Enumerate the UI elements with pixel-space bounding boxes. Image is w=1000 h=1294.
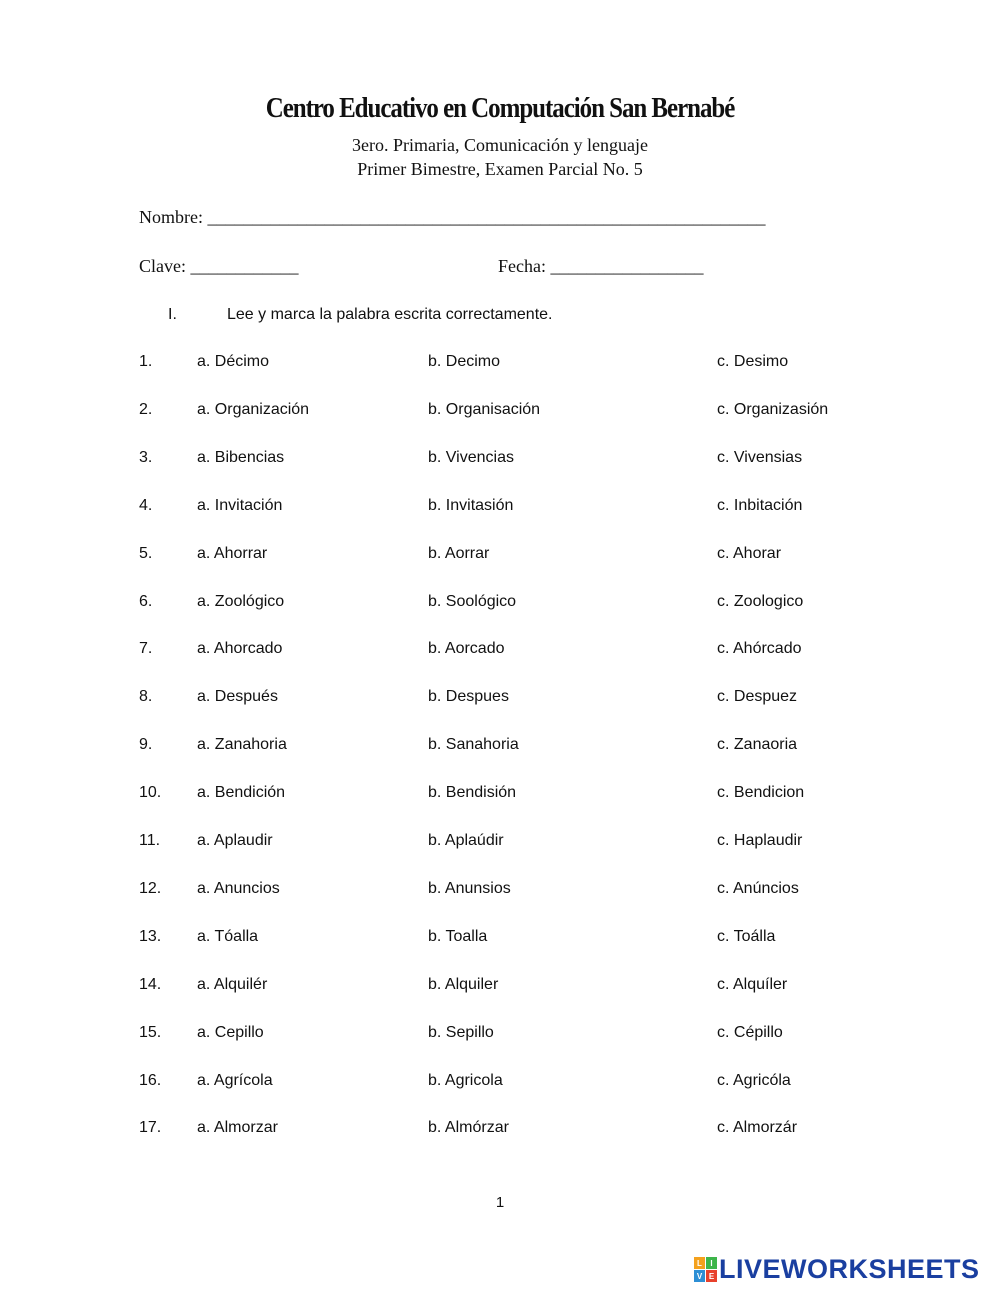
option-c[interactable]: c. Haplaudir	[717, 832, 803, 849]
option-a[interactable]: a. Agrícola	[197, 1071, 273, 1089]
option-a[interactable]: a. Anuncios	[197, 879, 280, 897]
option-c[interactable]: c. Desimo	[717, 353, 789, 370]
section-instruction-text: Lee y marca la palabra escrita correctamente.	[227, 306, 553, 323]
question-number: 11.	[139, 832, 161, 849]
question-number: 4.	[139, 496, 153, 514]
question-number: 3.	[139, 448, 153, 466]
option-a[interactable]: a. Zanahoria	[197, 736, 287, 754]
option-a[interactable]: a. Invitación	[197, 496, 283, 514]
option-b[interactable]: b. Anunsios	[428, 879, 511, 897]
option-b[interactable]: b. Alquiler	[428, 975, 499, 993]
question-row	[0, 401, 1000, 425]
question-number: 14.	[139, 975, 162, 993]
question-row	[0, 1024, 1000, 1048]
logo-icon-tile: E	[706, 1270, 717, 1282]
option-b[interactable]: b. Decimo	[428, 353, 501, 370]
section-number: I.	[168, 306, 177, 323]
option-a[interactable]: a. Cepillo	[197, 1023, 264, 1041]
option-c[interactable]: c. Vivensias	[717, 448, 803, 466]
option-b[interactable]: b. Bendisión	[428, 784, 517, 802]
option-c[interactable]: c. Agricóla	[717, 1071, 791, 1089]
logo-icon-tile: I	[706, 1257, 717, 1269]
question-row	[0, 1072, 1000, 1096]
question-number: 1.	[139, 353, 153, 370]
option-a[interactable]: a. Tóalla	[197, 927, 259, 945]
option-b[interactable]: b. Aplaúdir	[428, 832, 504, 849]
option-a[interactable]: a. Zoológico	[197, 592, 285, 610]
question-number: 9.	[139, 736, 153, 754]
option-c[interactable]: c. Almorzár	[717, 1119, 798, 1137]
clave-field[interactable]: Clave: ____________	[139, 256, 299, 276]
option-b[interactable]: b. Despues	[428, 688, 509, 706]
question-row	[0, 736, 1000, 760]
logo-icon-tile: V	[694, 1270, 705, 1282]
question-row	[0, 449, 1000, 473]
option-a[interactable]: a. Después	[197, 688, 278, 706]
option-b[interactable]: b. Vivencias	[428, 448, 514, 466]
document-subtitle-exam: Primer Bimestre, Examen Parcial No. 5	[357, 159, 643, 179]
question-number: 2.	[139, 400, 153, 418]
question-number: 5.	[139, 544, 153, 562]
option-a[interactable]: a. Aplaudir	[197, 832, 273, 849]
fecha-field[interactable]: Fecha: _________________	[498, 256, 704, 276]
option-b[interactable]: b. Sepillo	[428, 1023, 494, 1041]
option-a[interactable]: a. Décimo	[197, 353, 270, 370]
question-row	[0, 928, 1000, 952]
question-number: 8.	[139, 688, 153, 706]
option-b[interactable]: b. Invitasión	[428, 496, 514, 514]
option-a[interactable]: a. Bendición	[197, 784, 286, 802]
option-b[interactable]: b. Agricola	[428, 1071, 503, 1089]
question-row	[0, 784, 1000, 808]
option-c[interactable]: c. Toálla	[717, 927, 776, 945]
option-a[interactable]: a. Bibencias	[197, 448, 285, 466]
question-row	[0, 497, 1000, 521]
question-row	[0, 976, 1000, 1000]
question-row	[0, 688, 1000, 712]
option-c[interactable]: c. Bendicion	[717, 784, 805, 802]
option-a[interactable]: a. Almorzar	[197, 1119, 278, 1137]
nombre-field[interactable]: Nombre: ______________________________________________________________	[139, 207, 766, 227]
option-c[interactable]: c. Ahórcado	[717, 640, 802, 658]
question-number: 16.	[139, 1071, 162, 1089]
option-b[interactable]: b. Sanahoria	[428, 736, 519, 754]
option-b[interactable]: b. Aorcado	[428, 640, 505, 658]
option-a[interactable]: a. Organización	[197, 400, 310, 418]
logo-icon-tile: L	[694, 1257, 705, 1269]
option-c[interactable]: c. Organizasión	[717, 400, 829, 418]
option-b[interactable]: b. Soológico	[428, 592, 517, 610]
option-c[interactable]: c. Alquíler	[717, 975, 788, 993]
question-row	[0, 545, 1000, 569]
question-row	[0, 640, 1000, 664]
question-number: 12.	[139, 879, 162, 897]
liveworksheets-logo	[694, 1254, 980, 1284]
option-c[interactable]: c. Inbitación	[717, 496, 803, 514]
option-c[interactable]: c. Despuez	[717, 688, 798, 706]
question-row	[0, 353, 1000, 377]
question-row	[0, 880, 1000, 904]
option-c[interactable]: c. Anúncios	[717, 879, 799, 897]
question-row	[0, 593, 1000, 617]
option-b[interactable]: b. Toalla	[428, 927, 488, 945]
document-title: Centro Educativo en Computación San Bernabé	[265, 92, 735, 124]
option-a[interactable]: a. Ahorrar	[197, 544, 268, 562]
question-number: 10.	[139, 784, 162, 802]
document-subtitle-course: 3ero. Primaria, Comunicación y lenguaje	[352, 135, 648, 155]
option-c[interactable]: c. Cépillo	[717, 1023, 783, 1041]
question-number: 17.	[139, 1119, 162, 1137]
option-a[interactable]: a. Ahorcado	[197, 640, 283, 658]
question-number: 13.	[139, 927, 162, 945]
question-number: 6.	[139, 592, 153, 610]
page-number: 1	[495, 1194, 505, 1211]
question-row	[0, 832, 1000, 856]
option-b[interactable]: b. Aorrar	[428, 544, 490, 562]
option-c[interactable]: c. Ahorar	[717, 544, 782, 562]
liveworksheets-icon	[694, 1257, 716, 1281]
liveworksheets-wordmark: LIVEWORKSHEETS	[719, 1253, 980, 1284]
option-a[interactable]: a. Alquilér	[197, 975, 268, 993]
option-c[interactable]: c. Zanaoria	[717, 736, 798, 754]
option-b[interactable]: b. Almórzar	[428, 1119, 509, 1137]
question-number: 7.	[139, 640, 153, 658]
option-c[interactable]: c. Zoologico	[717, 592, 804, 610]
option-b[interactable]: b. Organisación	[428, 400, 541, 418]
question-row	[0, 1119, 1000, 1143]
question-number: 15.	[139, 1023, 162, 1041]
